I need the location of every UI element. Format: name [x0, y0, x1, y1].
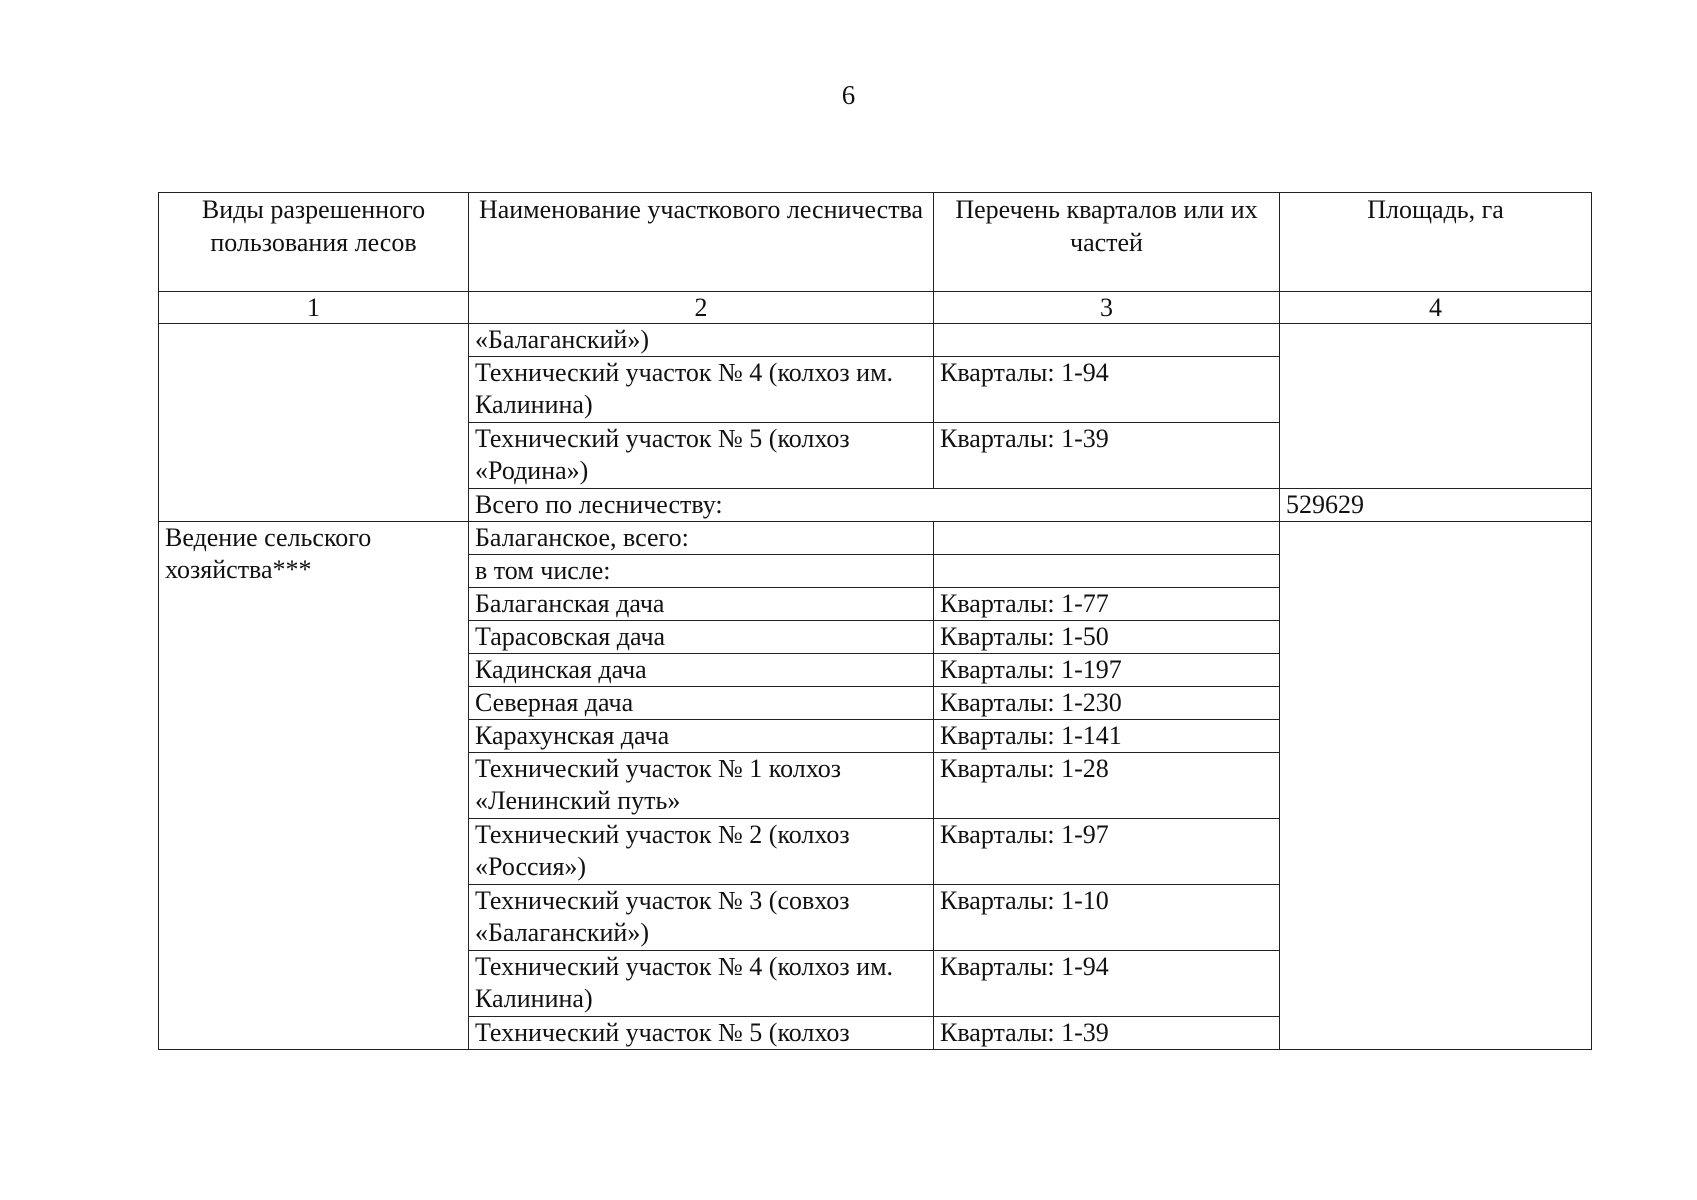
forestry-name: Технический участок № 2 (колхоз «Россия»): [469, 819, 934, 885]
column-number-row: [159, 292, 1592, 324]
quarters-cell: Кварталы: 1-94: [934, 357, 1280, 423]
area-cell-empty: [1280, 522, 1592, 1050]
quarters-cell: Кварталы: 1-39: [934, 423, 1280, 489]
forestry-name: Балаганская дача: [469, 588, 934, 621]
forestry-name: Технический участок № 4 (колхоз им. Калинина): [469, 951, 934, 1017]
column-number: 4: [1280, 292, 1592, 324]
quarters-cell: Кварталы: 1-10: [934, 885, 1280, 951]
forestry-name: Технический участок № 1 колхоз «Ленинский путь»: [469, 753, 934, 819]
quarters-cell: Кварталы: 1-94: [934, 951, 1280, 1017]
forestry-name: Технический участок № 5 (колхоз «Родина»): [469, 423, 934, 489]
forestry-name: Технический участок № 5 (колхоз: [469, 1017, 934, 1050]
table-row: [159, 522, 1592, 555]
total-label: Всего по лесничеству:: [469, 489, 1280, 522]
quarters-cell: [934, 555, 1280, 588]
table-row: [159, 324, 1592, 357]
forestry-name: Балаганское, всего:: [469, 522, 934, 555]
forestry-name: Технический участок № 3 (совхоз «Балаганский»): [469, 885, 934, 951]
forestry-name: Технический участок № 4 (колхоз им. Калинина): [469, 357, 934, 423]
quarters-cell: Кварталы: 1-141: [934, 720, 1280, 753]
forestry-name: Карахунская дача: [469, 720, 934, 753]
forest-use-table: [158, 192, 1592, 1050]
usage-cell: Ведение сельского хозяйства***: [159, 522, 469, 1050]
header-area: Площадь, га: [1280, 193, 1592, 292]
forestry-name: Кадинская дача: [469, 654, 934, 687]
column-number: 2: [469, 292, 934, 324]
forestry-name: «Балаганский»): [469, 324, 934, 357]
forestry-name: в том числе:: [469, 555, 934, 588]
quarters-cell: Кварталы: 1-77: [934, 588, 1280, 621]
quarters-cell: Кварталы: 1-50: [934, 621, 1280, 654]
total-value: 529629: [1280, 489, 1592, 522]
quarters-cell: [934, 522, 1280, 555]
forestry-name: Тарасовская дача: [469, 621, 934, 654]
column-number: 1: [159, 292, 469, 324]
quarters-cell: [934, 324, 1280, 357]
usage-cell-empty: [159, 324, 469, 522]
forestry-name: Северная дача: [469, 687, 934, 720]
column-number: 3: [934, 292, 1280, 324]
area-cell-empty: [1280, 324, 1592, 489]
quarters-cell: Кварталы: 1-97: [934, 819, 1280, 885]
quarters-cell: Кварталы: 1-28: [934, 753, 1280, 819]
quarters-cell: Кварталы: 1-39: [934, 1017, 1280, 1050]
page-number: 6: [841, 80, 856, 110]
header-row: [159, 193, 1592, 292]
quarters-cell: Кварталы: 1-197: [934, 654, 1280, 687]
header-quarters: Перечень кварталов или их частей: [934, 193, 1280, 292]
quarters-cell: Кварталы: 1-230: [934, 687, 1280, 720]
header-usage: Виды разрешенного пользования лесов: [159, 193, 469, 292]
header-forestry: Наименование участкового лесничества: [469, 193, 934, 292]
